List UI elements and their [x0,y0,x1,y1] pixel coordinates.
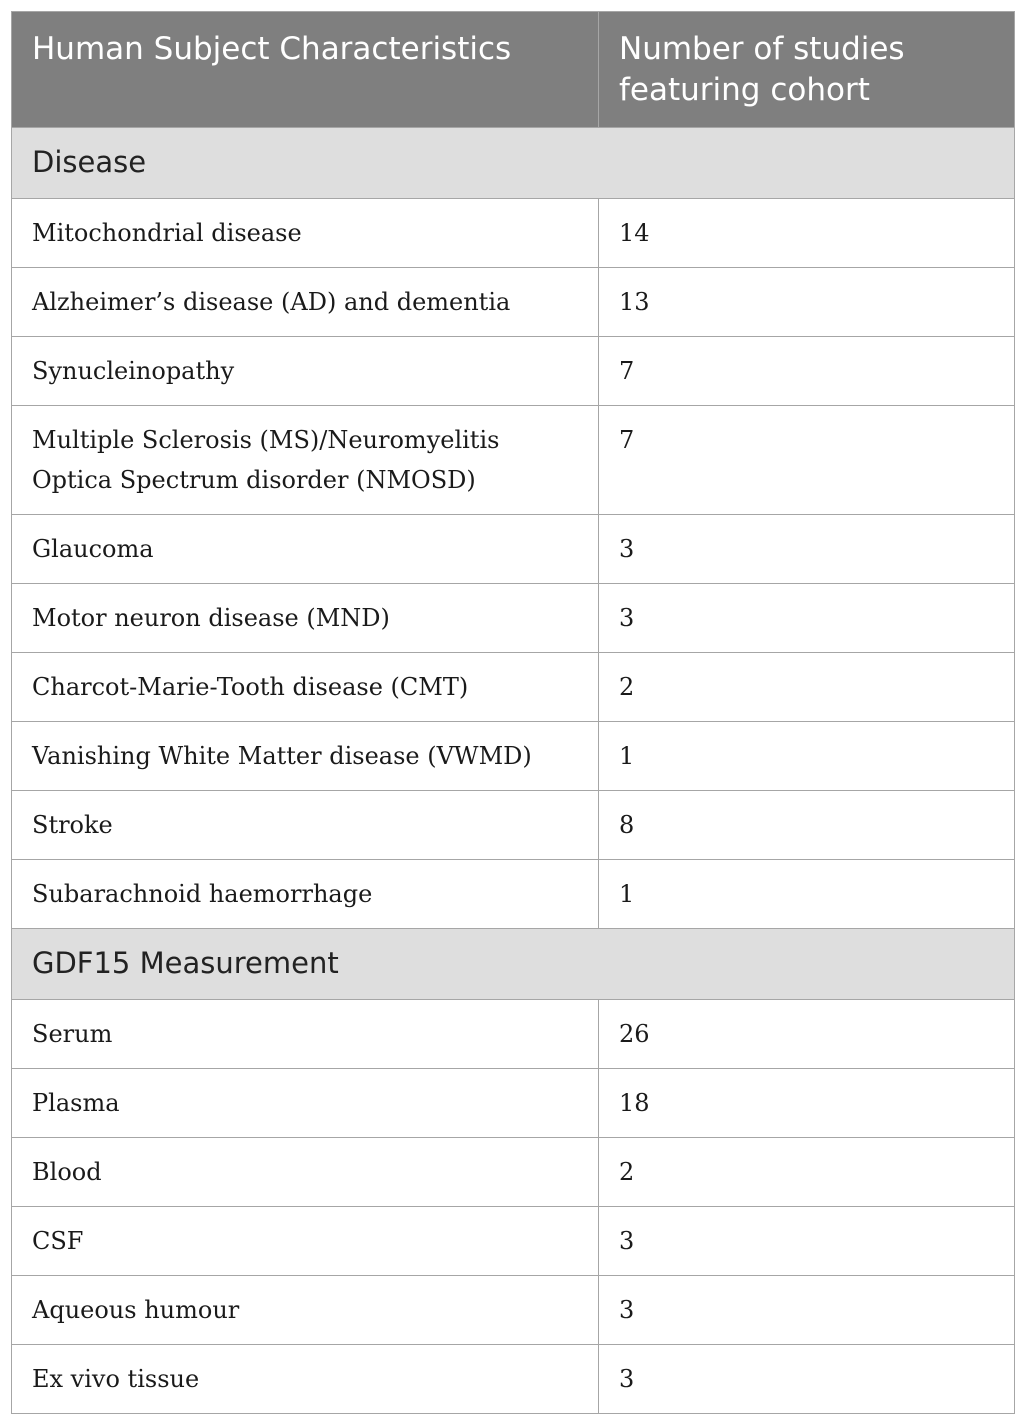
row-count: 3 [599,1276,1015,1345]
table-row [12,722,1015,791]
table-row [12,1138,1015,1207]
row-count: 1 [599,860,1015,929]
table-row [12,1069,1015,1138]
row-label: Synucleinopathy [12,337,599,406]
table-row [12,860,1015,929]
section-row-gdf15-measurement [12,929,1015,1000]
section-title: Disease [12,128,1015,199]
row-label: Plasma [12,1069,599,1138]
row-label: Blood [12,1138,599,1207]
table-row [12,1345,1015,1414]
header-study-count: Number of studies featuring cohort [599,12,1015,128]
row-count: 26 [599,1000,1015,1069]
row-count: 2 [599,653,1015,722]
row-label: Alzheimer’s disease (AD) and dementia [12,268,599,337]
row-label: Motor neuron disease (MND) [12,584,599,653]
row-label: CSF [12,1207,599,1276]
row-count: 7 [599,337,1015,406]
row-count: 1 [599,722,1015,791]
row-count: 18 [599,1069,1015,1138]
row-label: Aqueous humour [12,1276,599,1345]
header-characteristics: Human Subject Characteristics [12,12,599,128]
table-row [12,268,1015,337]
section-row-disease [12,128,1015,199]
row-count: 3 [599,1345,1015,1414]
row-count: 8 [599,791,1015,860]
characteristics-table [11,11,1015,1414]
row-label: Subarachnoid haemorrhage [12,860,599,929]
characteristics-table-container [11,11,1014,1414]
row-label: Vanishing White Matter disease (VWMD) [12,722,599,791]
row-count: 2 [599,1138,1015,1207]
row-label: Charcot-Marie-Tooth disease (CMT) [12,653,599,722]
table-row [12,199,1015,268]
table-row [12,791,1015,860]
row-count: 3 [599,1207,1015,1276]
row-label: Multiple Sclerosis (MS)/Neuromyelitis Optica Spectrum disorder (NMOSD) [12,406,599,515]
row-count: 14 [599,199,1015,268]
row-count: 13 [599,268,1015,337]
table-row [12,406,1015,515]
table-row [12,653,1015,722]
table-row [12,584,1015,653]
row-count: 7 [599,406,1015,515]
table-row [12,515,1015,584]
table-header-row [12,12,1015,128]
table-row [12,1207,1015,1276]
table-row [12,337,1015,406]
row-count: 3 [599,584,1015,653]
table-row [12,1276,1015,1345]
row-label: Ex vivo tissue [12,1345,599,1414]
row-label: Mitochondrial disease [12,199,599,268]
row-count: 3 [599,515,1015,584]
table-row [12,1000,1015,1069]
row-label: Glaucoma [12,515,599,584]
row-label: Stroke [12,791,599,860]
row-label: Serum [12,1000,599,1069]
section-title: GDF15 Measurement [12,929,1015,1000]
